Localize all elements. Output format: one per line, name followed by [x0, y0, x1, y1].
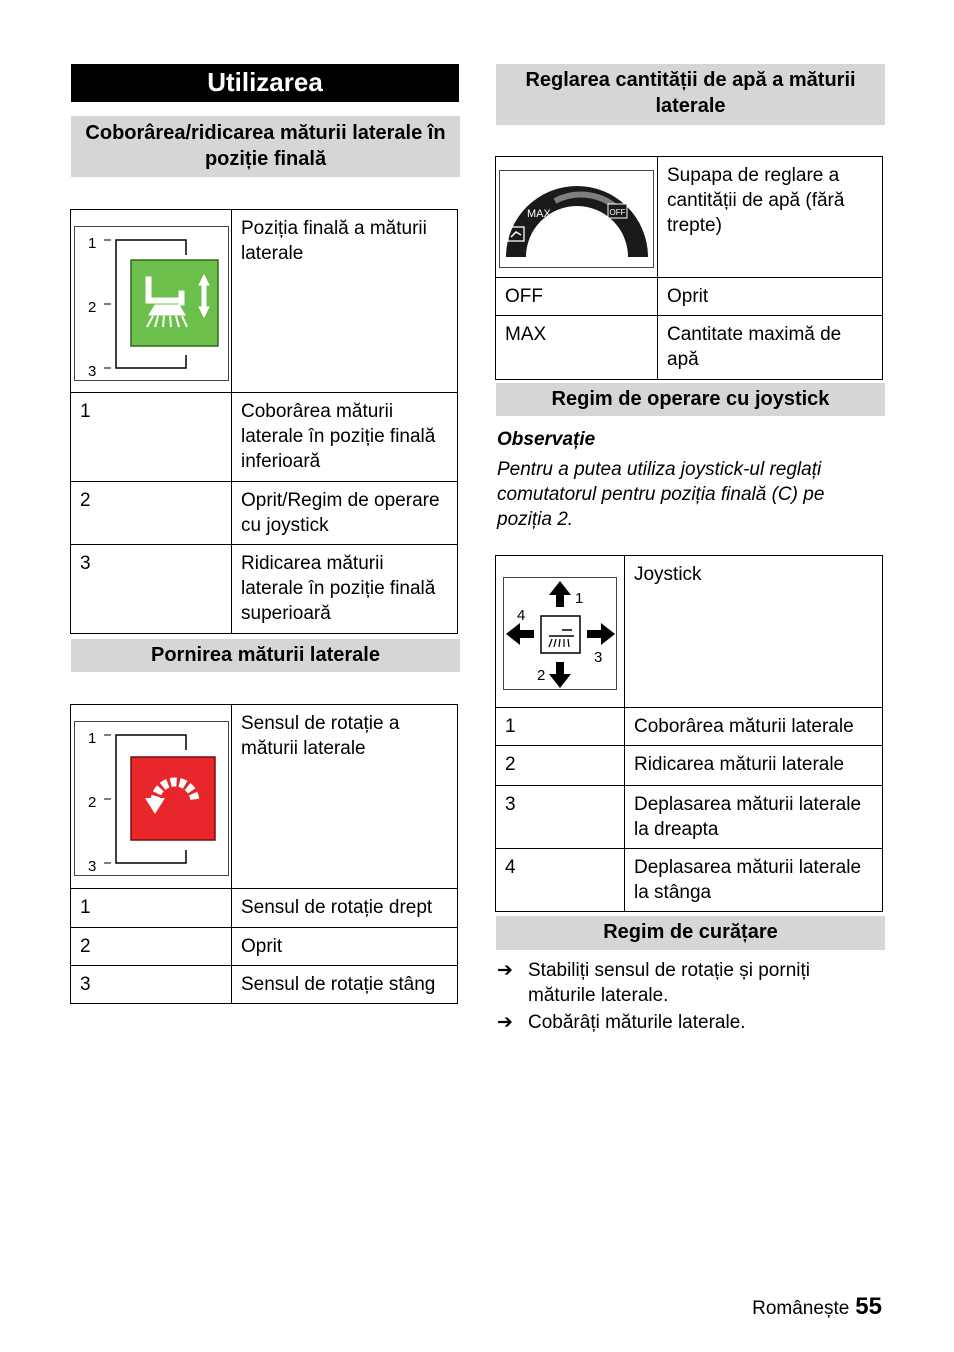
icon-label-2: 2: [88, 794, 97, 811]
joystick-icon: [503, 577, 617, 690]
icon-cell: [496, 157, 658, 278]
row-key: 4: [496, 849, 625, 912]
table-row: [496, 746, 883, 786]
table-header-description: Supapa de reglare a cantității de apă (fără trepte): [658, 157, 883, 278]
rotation-switch-icon: [74, 721, 229, 876]
section-heading-water: Reglarea cantității de apă a măturii laterale: [496, 64, 885, 125]
row-key: 1: [496, 708, 625, 746]
row-description: Deplasarea măturii laterale la dreapta: [624, 786, 882, 849]
end-position-switch-icon: [74, 226, 229, 381]
row-description: Ridicarea măturii laterale în poziție finală superioară: [232, 545, 458, 634]
row-description: Oprit/Regim de operare cu joystick: [232, 482, 458, 545]
list-item: [497, 1010, 881, 1035]
icon-label-2: 2: [537, 667, 546, 684]
icon-label-3: 3: [88, 858, 97, 875]
icon-label-2: 2: [88, 299, 97, 316]
gauge-max-label: MAX: [527, 208, 551, 220]
section-heading-starting: Pornirea măturii laterale: [71, 639, 460, 672]
icon-label-4: 4: [517, 607, 526, 624]
table-row: [71, 482, 458, 545]
arrow-right-icon: ➔: [497, 960, 513, 981]
water-valve-gauge-icon: [499, 170, 654, 268]
gauge-dial-icon: [500, 171, 655, 269]
table-row: [71, 545, 458, 634]
page-footer: [752, 1293, 882, 1321]
page-number: 55: [855, 1293, 882, 1320]
row-key: 2: [496, 746, 625, 786]
row-description: Coborârea măturii laterale în poziție finală inferioară: [232, 393, 458, 482]
row-description: Oprit: [232, 928, 458, 966]
table-row: [496, 708, 883, 746]
row-key: 3: [71, 966, 232, 1004]
row-description: Ridicarea măturii laterale: [624, 746, 882, 786]
table-row: [71, 928, 458, 966]
page-title: Utilizarea: [71, 64, 459, 102]
icon-label-3: 3: [88, 363, 97, 380]
table-header-description: Sensul de rotație a măturii laterale: [232, 705, 458, 889]
icon-cell: [71, 705, 232, 889]
arrow-right-icon: ➔: [497, 1012, 513, 1033]
section-heading-joystick: Regim de operare cu joystick: [496, 383, 885, 416]
row-description: Sensul de rotație drept: [232, 889, 458, 928]
row-key: OFF: [496, 278, 658, 316]
icon-cell: [71, 210, 232, 393]
row-description: Deplasarea măturii laterale la stânga: [624, 849, 882, 912]
icon-label-3: 3: [594, 649, 603, 666]
table-row: [496, 786, 883, 849]
note-text: Pentru a putea utiliza joystick-ul reglați comutatorul pentru poziția finală (C) pe poziția 2.: [497, 459, 825, 530]
icon-label-1: 1: [88, 730, 97, 747]
row-key: 1: [71, 889, 232, 928]
table-header-description: Joystick: [624, 556, 882, 708]
row-key: 3: [496, 786, 625, 849]
row-key: MAX: [496, 316, 658, 380]
row-key: 2: [71, 928, 232, 966]
table-rotation: [70, 704, 458, 1004]
joystick-arrows-icon: [504, 578, 618, 691]
row-description: Oprit: [658, 278, 883, 316]
table-end-position: [70, 209, 458, 634]
table-row: [496, 849, 883, 912]
table-header-description: Poziția finală a măturii laterale: [232, 210, 458, 393]
table-row: [496, 316, 883, 380]
row-key: 3: [71, 545, 232, 634]
table-row: [71, 966, 458, 1004]
list-item-text: Stabiliți sensul de rotație și porniți măturile laterale.: [528, 960, 810, 1006]
list-item: [497, 958, 881, 1008]
icon-label-1: 1: [88, 235, 97, 252]
table-row: [496, 278, 883, 316]
section-heading-cleaning: Regim de curățare: [496, 916, 885, 950]
list-item-text: Cobărâți măturile laterale.: [528, 1012, 746, 1033]
row-description: Sensul de rotație stâng: [232, 966, 458, 1004]
footer-language: Românește: [752, 1298, 850, 1319]
row-key: 2: [71, 482, 232, 545]
rotation-arrow-icon: [75, 722, 230, 877]
icon-label-1: 1: [575, 590, 584, 607]
gauge-off-label: OFF: [609, 208, 626, 217]
row-description: Coborârea măturii laterale: [624, 708, 882, 746]
section-heading-lowering: Coborârea/ridicarea măturii laterale în poziție finală: [71, 116, 460, 177]
table-row: [71, 393, 458, 482]
note-title: Observație: [497, 429, 596, 450]
icon-cell: [496, 556, 625, 708]
row-description: Cantitate maximă de apă: [658, 316, 883, 380]
table-row: [71, 889, 458, 928]
switch-bracket-icon: [75, 227, 230, 382]
table-water-valve: [495, 156, 883, 380]
row-key: 1: [71, 393, 232, 482]
table-joystick: [495, 555, 883, 912]
